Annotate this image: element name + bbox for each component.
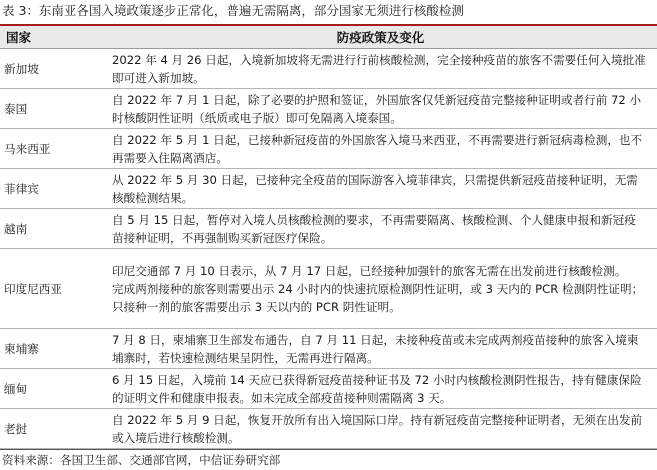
policy-text: 自 5 月 15 日起，暂停对入境人员核酸检测的要求，不再需要隔离、核酸检测、个人健康申报和新冠疫苗接种证明，不再强制购买新冠医疗保险。 (112, 212, 636, 245)
table-row (0, 249, 657, 329)
country-cell: 泰国 (0, 89, 104, 129)
policy-text: 7 月 8 日，柬埔寨卫生部发布通告，自 7 月 11 日起，未接种疫苗或未完成两剂疫苗接种的旅客入境柬埔寨时，若快速检测结果呈阴性，无需再进行隔离。 (112, 332, 639, 365)
policy-text: 自 2022 年 7 月 1 日起，除了必要的护照和签证，外国旅客仅凭新冠疫苗完整接种证明或者行前 72 小时核酸阴性证明（纸质或电子版）即可免隔离入境泰国。 (112, 92, 642, 125)
country-cell: 老挝 (0, 409, 104, 449)
policy-text: 自 2022 年 5 月 1 日起，已接种新冠疫苗的外国旅客入境马来西亚，不再需要进行新冠病毒检测，也不再需要入住隔离酒店。 (112, 132, 643, 165)
policy-cell (104, 129, 657, 169)
policy-text: 印尼交通部 7 月 10 日表示，从 7 月 17 日起，已经接种加强针的旅客无需在出发前进行核酸检测。 (112, 263, 627, 278)
country-cell: 柬埔寨 (0, 329, 104, 369)
table-row (0, 129, 657, 169)
table-row (0, 169, 657, 209)
country-cell: 马来西亚 (0, 129, 104, 169)
policy-text: 从 2022 年 5 月 30 日起，已接种完全疫苗的国际游客入境菲律宾，只需提供新冠疫苗接种证明，无需核酸检测结果。 (112, 172, 638, 205)
source-note: 资料来源：各国卫生部、交通部官网，中信证券研究部 (2, 453, 281, 467)
country-cell: 印度尼西亚 (0, 249, 104, 329)
table-row (0, 209, 657, 249)
bottom-rule (0, 449, 657, 450)
policy-cell (104, 249, 657, 329)
policy-cell (104, 89, 657, 129)
policy-cell (104, 369, 657, 409)
policy-cell (104, 409, 657, 449)
country-cell: 新加坡 (0, 49, 104, 89)
country-cell: 缅甸 (0, 369, 104, 409)
table-row (0, 49, 657, 89)
country-cell: 菲律宾 (0, 169, 104, 209)
table-header-row (0, 26, 657, 49)
policy-text: 6 月 15 日起，入境前 14 天应已获得新冠疫苗接种证书及 72 小时内核酸检测阴性报告，持有健康保险的证明文件和健康申报表。如未完成全部疫苗接种则需隔离 3 天。 (112, 372, 642, 405)
table-row (0, 89, 657, 129)
policy-text: 自 2022 年 5 月 9 日起，恢复开放所有出入境国际口岸。持有新冠疫苗完整接种证明者，无须在出发前或入境后进行核酸检测。 (112, 412, 643, 445)
policy-text: 2022 年 4 月 26 日起，入境新加坡将无需进行行前核酸检测，完全接种疫苗的旅客不需要任何入境批准即可进入新加坡。 (112, 52, 646, 85)
header-policy: 防疫政策及变化 (104, 26, 657, 49)
policy-cell (104, 329, 657, 369)
country-cell: 越南 (0, 209, 104, 249)
table-row (0, 369, 657, 409)
table-row (0, 329, 657, 369)
table-row (0, 409, 657, 449)
policy-cell (104, 49, 657, 89)
policy-cell (104, 169, 657, 209)
policy-text: 完成两剂接种的旅客则需要出示 24 小时内的快速抗原检测阴性证明，或 3 天内的 PCR 检测阴性证明；只接种一剂的旅客需要出示 3 天以内的 PCR 阴性证明。 (112, 281, 644, 314)
table-caption: 表 3：东南亚各国入境政策逐步正常化，普遍无需隔离，部分国家无须进行核酸检测 (2, 3, 464, 18)
policy-table (0, 26, 657, 449)
policy-cell (104, 209, 657, 249)
header-country: 国家 (0, 26, 104, 49)
